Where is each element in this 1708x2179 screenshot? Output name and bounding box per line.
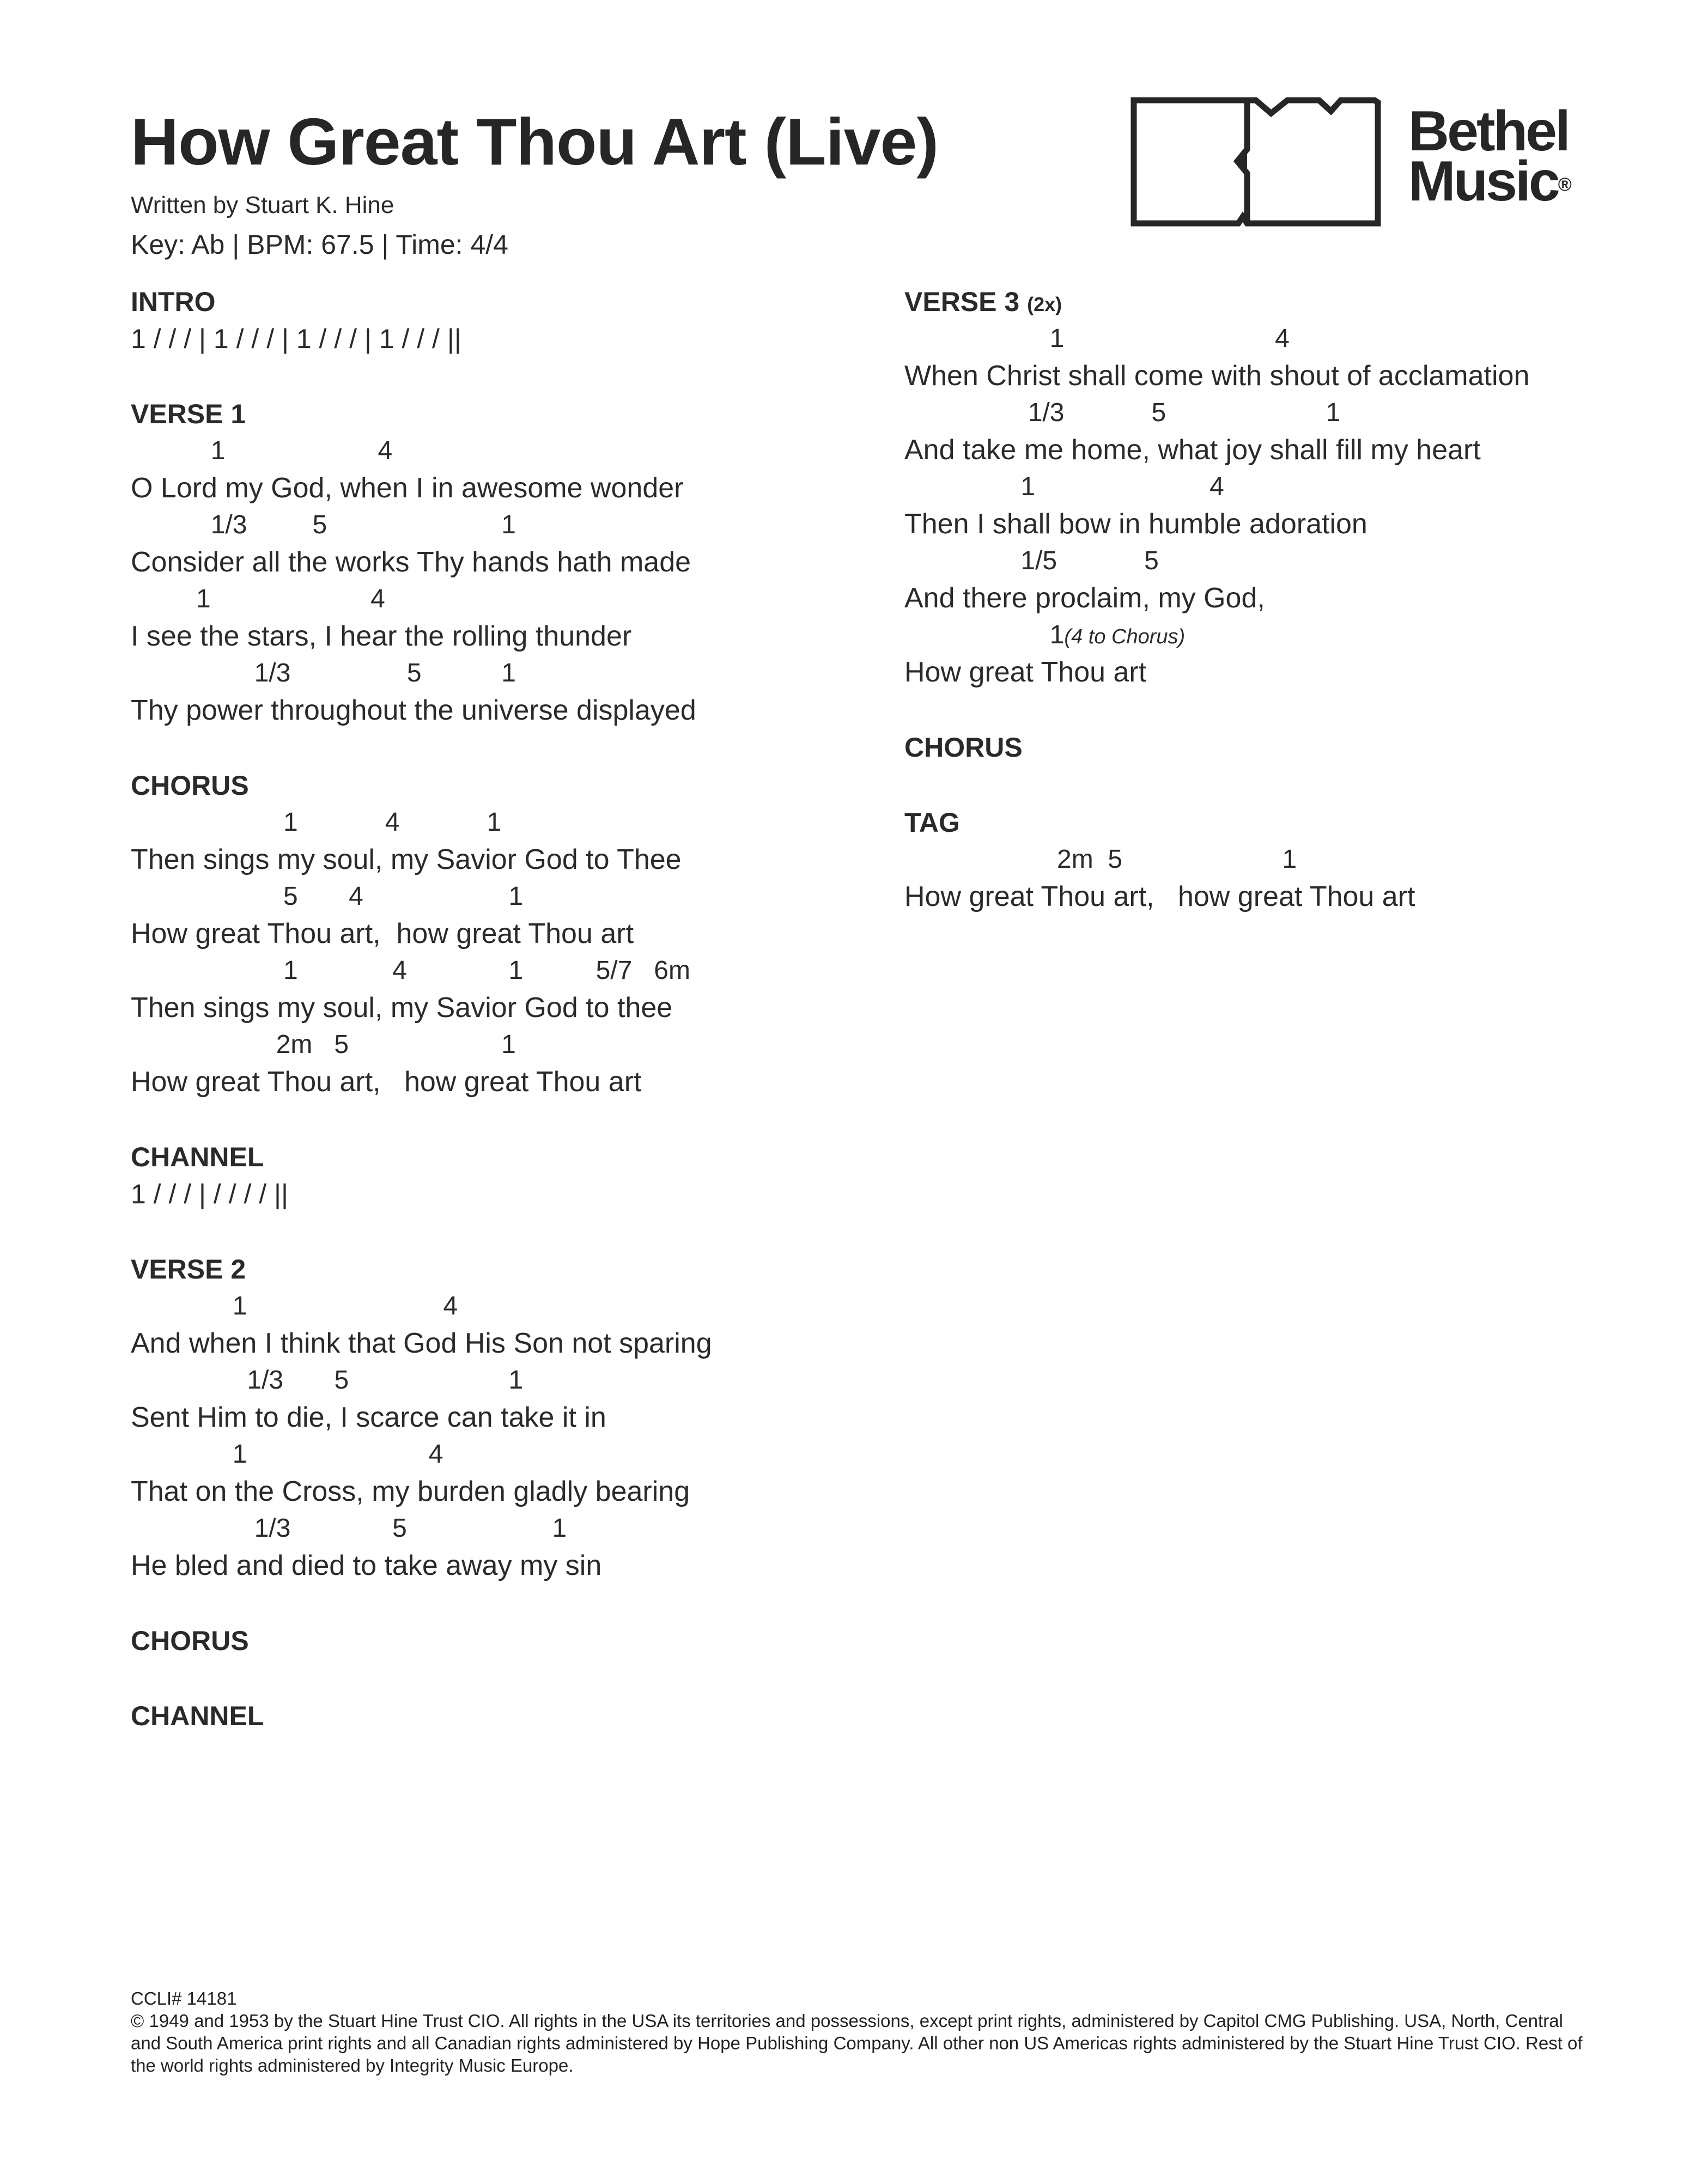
left-column bbox=[131, 283, 883, 1773]
copyright-footer bbox=[131, 1987, 1591, 2077]
section-chorus-repeat-2 bbox=[904, 729, 1656, 766]
lyric-line: I see the stars, I hear the rolling thunder bbox=[131, 620, 632, 652]
chord-line: 2m 5 1 bbox=[131, 1030, 516, 1059]
chord-line: 1/3 5 1 bbox=[131, 1514, 567, 1543]
section-heading: INTRO bbox=[131, 287, 216, 317]
chorus-annotation: (4 to Chorus) bbox=[1064, 625, 1186, 648]
lyric-line: Then sings my soul, my Savior God to thee bbox=[131, 992, 673, 1024]
registered-mark: ® bbox=[1558, 174, 1572, 195]
chord-line: 1 4 bbox=[131, 1292, 458, 1320]
bar-line: 1 / / / | / / / / || bbox=[131, 1179, 289, 1209]
lyric-line: Sent Him to die, I scarce can take it in bbox=[131, 1402, 606, 1433]
lyric-line: How great Thou art, how great Thou art bbox=[131, 1066, 642, 1098]
writer-credit: Written by Stuart K. Hine bbox=[131, 192, 394, 218]
section-heading: VERSE 1 bbox=[131, 399, 246, 429]
lyric-line: Consider all the works Thy hands hath made bbox=[131, 546, 691, 578]
lyric-line: How great Thou art, how great Thou art bbox=[131, 918, 634, 949]
section-heading: CHORUS bbox=[904, 732, 1023, 763]
section-verse-2 bbox=[131, 1251, 883, 1584]
chord-line: 1 4 bbox=[131, 585, 385, 613]
lyric-line: How great Thou art bbox=[904, 656, 1147, 688]
bar-line: 1 / / / | 1 / / / | 1 / / / | 1 / / / || bbox=[131, 324, 461, 354]
section-heading: CHANNEL bbox=[131, 1142, 264, 1172]
section-verse-1 bbox=[131, 395, 883, 729]
copyright-notice: © 1949 and 1953 by the Stuart Hine Trust CIO. All rights in the USA its territories and possessions, except print rights, administered by Capitol CMG Publishing. USA, North, Central and South America print rights and all Canadian rights administered by Hope Publishing Company. All other non US Americas rights administered by the Stuart Hine Trust CIO. Rest of the world rights administered by Integrity Music Europe. bbox=[131, 2011, 1583, 2075]
lyric-line: Thy power throughout the universe displayed bbox=[131, 695, 696, 726]
section-channel bbox=[131, 1139, 883, 1213]
section-heading: VERSE 2 bbox=[131, 1254, 246, 1285]
chord-line: 1/3 5 1 bbox=[131, 510, 516, 539]
bethel-music-wordmark bbox=[1408, 100, 1572, 213]
repeat-note: (2x) bbox=[1027, 293, 1062, 315]
chord-line: 1 4 bbox=[904, 472, 1224, 501]
lyric-line: That on the Cross, my burden gladly bearing bbox=[131, 1476, 690, 1507]
section-verse-3 bbox=[904, 283, 1656, 691]
chord-line: 1/3 5 1 bbox=[131, 1366, 524, 1395]
key-bpm-time: Key: Ab | BPM: 67.5 | Time: 4/4 bbox=[131, 229, 508, 260]
section-heading: CHORUS bbox=[131, 770, 249, 801]
chord-line: 1/5 5 bbox=[904, 546, 1159, 575]
lyric-line: When Christ shall come with shout of acclamation bbox=[904, 360, 1530, 392]
song-title: How Great Thou Art (Live) bbox=[131, 105, 938, 179]
chord-line: 1 4 bbox=[131, 436, 393, 465]
section-chorus bbox=[131, 767, 883, 1100]
chord-line: 1 4 bbox=[904, 324, 1290, 353]
section-tag bbox=[904, 804, 1656, 915]
right-column bbox=[904, 283, 1656, 953]
section-heading: VERSE 3 (2x) bbox=[904, 287, 1062, 317]
section-channel-repeat bbox=[131, 1697, 883, 1734]
chord-line: 5 4 1 bbox=[131, 882, 524, 911]
lyric-line: And when I think that God His Son not sparing bbox=[131, 1328, 712, 1359]
section-heading: CHANNEL bbox=[131, 1701, 264, 1731]
bethel-music-logo-icon bbox=[1130, 97, 1381, 227]
wordmark-line1: Bethel bbox=[1408, 100, 1569, 163]
section-chorus-repeat bbox=[131, 1622, 883, 1659]
chord-line: 1/3 5 1 bbox=[131, 659, 516, 687]
wordmark-line2: Music® bbox=[1408, 150, 1572, 213]
lyric-line: How great Thou art, how great Thou art bbox=[904, 881, 1415, 912]
chord-line: 1/3 5 1 bbox=[904, 398, 1341, 427]
chord-line: 1 4 1 5/7 6m bbox=[131, 956, 690, 985]
section-heading: TAG bbox=[904, 807, 960, 838]
lyric-line: And there proclaim, my God, bbox=[904, 582, 1265, 614]
chord-line: 1(4 to Chorus) bbox=[904, 620, 1186, 649]
lyric-line: Then sings my soul, my Savior God to Thee bbox=[131, 844, 682, 875]
lyric-line: O Lord my God, when I in awesome wonder bbox=[131, 472, 684, 504]
chord-line: 1 4 1 bbox=[131, 808, 502, 837]
lyric-line: Then I shall bow in humble adoration bbox=[904, 508, 1367, 540]
section-intro bbox=[131, 283, 883, 357]
lyric-line: And take me home, what joy shall fill my heart bbox=[904, 434, 1481, 466]
chord-line: 2m 5 1 bbox=[904, 845, 1297, 874]
ccli-number: CCLI# 14181 bbox=[131, 1988, 237, 2008]
chord-line: 1 4 bbox=[131, 1440, 443, 1469]
section-heading: CHORUS bbox=[131, 1626, 249, 1656]
lyric-line: He bled and died to take away my sin bbox=[131, 1550, 602, 1581]
